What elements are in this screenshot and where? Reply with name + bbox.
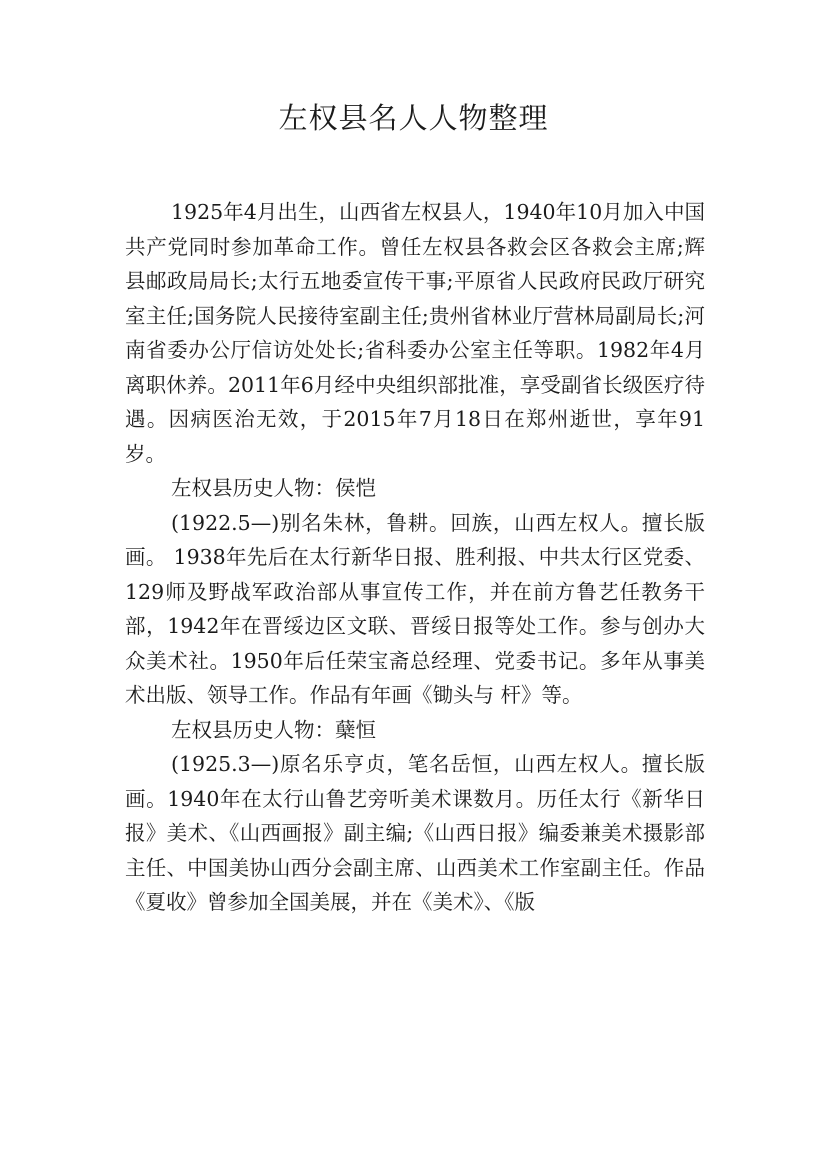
document-title: 左权县名人人物整理 [278,101,549,135]
biography-paragraph: 1925年4月出生，山西省左权县人，1940年10月加入中国共产党同时参加革命工作。曾任左权县各救会区各救会主席;辉县邮政局局长;太行五地委宣传干事;平原省人民政府民政厅研究室主任;国务院人民接待室副主任;贵州省林业厅营林局副局长;河南省委办公厅信访处处长;省科委办公室主任等职。1982年4月离职休养。2011年6月经中央组织部批准，享受副省长级医疗待遇。因病医治无效，于2015年7月18日在郑州逝世，享年91岁。 [125,200,705,466]
biography-paragraph-yueheng: (1925.3—)原名乐亨贞，笔名岳恒，山西左权人。擅长版画。1940年在太行山鲁艺旁听美术课数月。历任太行《新华日报》美术、《山西画报》副主编;《山西日报》编委兼美术摄影部主任、中国美协山西分会副主席、山西美术工作室副主任。作品《夏收》曾参加全国美展，并在《美术》、《版 [125,752,705,914]
section-heading-houkai: 左权县历史人物：侯恺 [171,476,376,500]
section-heading-yueheng: 左权县历史人物：蘖恒 [171,717,376,742]
document-body [125,195,705,920]
biography-paragraph-houkai: (1922.5—)别名朱林，鲁耕。回族，山西左权人。擅长版画。 1938年先后在太行新华日报、胜利报、中共太行区党委、129师及野战军政治部从事宣传工作，并在前方鲁艺任教务干部，1942年在晋绥边区文联、晋绥日报等处工作。参与创办大众美术社。1950年后任荣宝斋总经理、党委书记。多年从事美术出版、领导工作。作品有年画《锄头与 杆》等。 [125,510,705,707]
